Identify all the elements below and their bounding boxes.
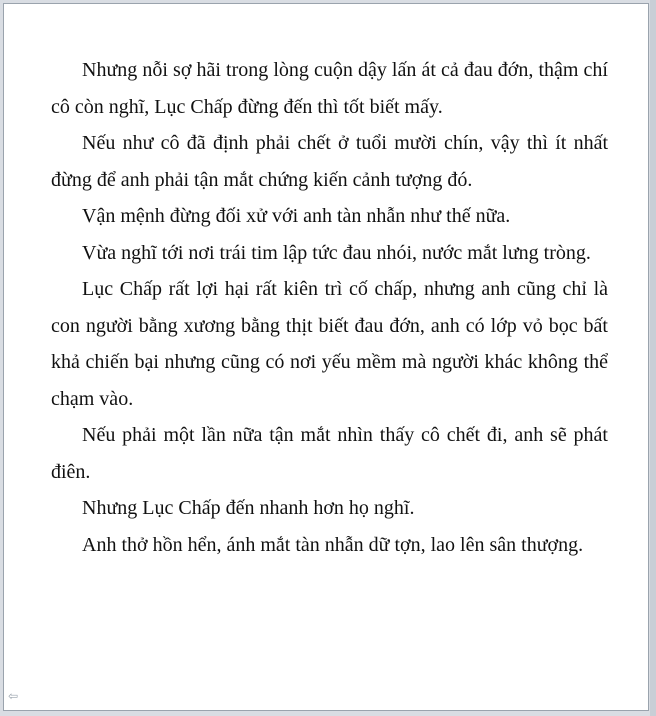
arrow-left-icon[interactable]: ⇦	[8, 689, 19, 703]
paragraph-3: Vận mệnh đừng đối xử với anh tàn nhẫn như thế nữa.	[82, 205, 511, 227]
paragraph-8: Anh thở hồn hển, ánh mắt tàn nhẫn dữ tợn, lao lên sân thượng.	[82, 533, 584, 556]
paragraph-1: Nhưng nỗi sợ hãi trong lòng cuộn dậy lấn át cả đau đớn, thậm chí cô còn nghĩ, Lục Chấp đừng đến thì tốt biết mấy.	[51, 59, 608, 118]
window-edge	[650, 0, 656, 716]
paragraph-5: Lục Chấp rất lợi hại rất kiên trì cố chấp, nhưng anh cũng chỉ là con người bằng xương bằng thịt biết đau đớn, anh có lớp vỏ bọc bất khả chiến bại nhưng cũng có nơi yếu mềm mà người khác không thể chạm vào.	[51, 278, 608, 410]
paragraph-7: Nhưng Lục Chấp đến nhanh hơn họ nghĩ.	[82, 497, 415, 519]
paragraph-2: Nếu như cô đã định phải chết ở tuổi mười chín, vậy thì ít nhất đừng để anh phải tận mắt chứng kiến cảnh tượng đó.	[51, 132, 608, 191]
paragraph-6: Nếu phải một lần nữa tận mắt nhìn thấy cô chết đi, anh sẽ phát điên.	[51, 424, 608, 483]
paragraph-4: Vừa nghĩ tới nơi trái tim lập tức đau nhói, nước mắt lưng tròng.	[82, 241, 591, 264]
document-body	[51, 52, 608, 563]
document-page	[3, 3, 649, 711]
